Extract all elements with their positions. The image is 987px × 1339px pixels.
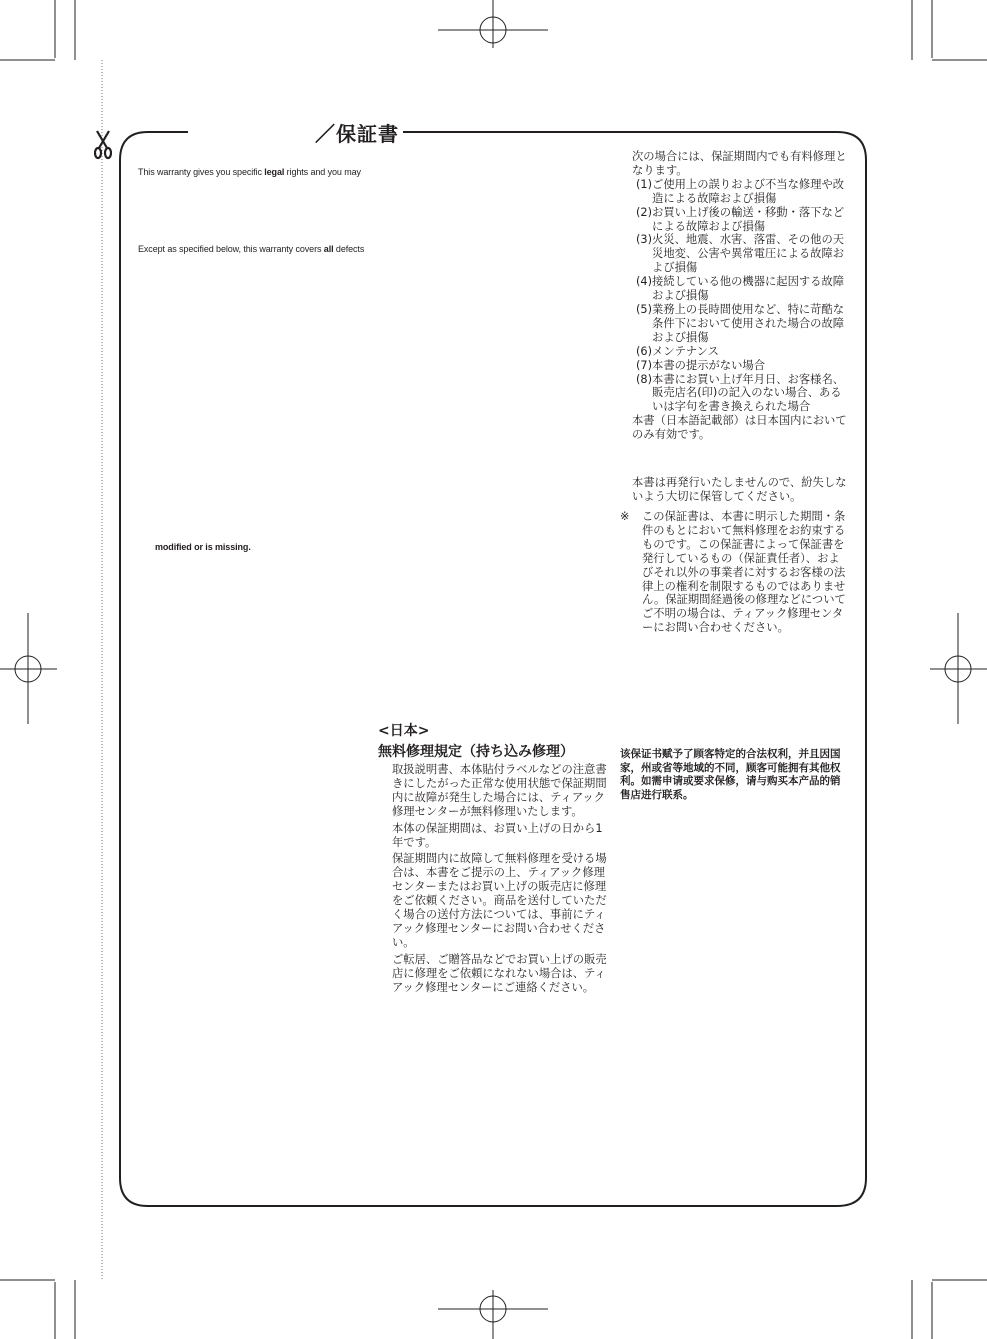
paid-repair-conditions <box>632 150 850 442</box>
item-number: (8) <box>636 372 653 386</box>
paid-repair-intro: 次の場合には、保証期間内でも有料修理となります。 <box>632 150 847 177</box>
item-number: (1) <box>636 177 653 191</box>
paid-repair-item <box>632 275 850 303</box>
item-text: ご使用上の誤りおよび不当な修理や改造による故障および損傷 <box>652 177 845 205</box>
item-text: メンテナンス <box>652 344 719 358</box>
free-repair-rules <box>392 763 608 995</box>
validity-note: 本書（日本語記載部）は日本国内においてのみ有効です。 <box>632 414 847 442</box>
item-text: 業務上の長時間使用など、特に苛酷な条件下において使用された場合の故障および損傷 <box>652 302 845 344</box>
item-text: 本書にお買い上げ年月日、お客様名、販売店名(印)の記入のない場合、あるいは字句を書き換えられた場合 <box>652 372 845 414</box>
paid-repair-item <box>632 233 850 275</box>
note-text: この保証書は、本書に明示した期間・条件のもとにおいて無料修理をお約束するものです。この保証書によって保証書を発行しているもの（保証責任者）、およびそれ以外の事業者に対するお客様の法律上の権利を制限するものではありません。保証期間経過後の修理などについてご不明の場合は、ティアック修理センターにお問い合わせください。 <box>642 510 846 635</box>
item-number: (4) <box>636 275 653 289</box>
paid-repair-item <box>632 303 850 345</box>
scissors-icon <box>94 130 112 160</box>
item-number: (2) <box>636 205 653 219</box>
english-line-rights: This warranty gives you specific legal rights and you may <box>138 167 361 177</box>
paid-repair-item <box>632 206 850 234</box>
paid-repair-item <box>632 178 850 206</box>
english-line-missing: modified or is missing. <box>155 542 251 552</box>
free-repair-heading: 無料修理規定（持ち込み修理） <box>378 744 574 760</box>
country-label: <日本> <box>378 723 430 739</box>
chinese-warranty-notice: 该保证书赋予了顾客特定的合法权利，并且因国家，州或省等地域的不同，顾客可能拥有其他权利。如需申请或要求保修，请与购买本产品的销售店进行联系。 <box>620 748 841 801</box>
item-number: (7) <box>636 358 653 372</box>
item-number: (6) <box>636 344 653 358</box>
item-text: お買い上げ後の輸送・移動・落下などによる故障および損傷 <box>652 205 845 233</box>
paid-repair-item <box>632 373 850 415</box>
item-text: 接続している他の機器に起因する故障および損傷 <box>652 275 845 303</box>
item-text: 本書の提示がない場合 <box>652 358 765 372</box>
rule-paragraph-4: ご転居、ご贈答品などでお買い上げの販売店に修理をご依頼になれない場合は、ティアック修理センターにご連絡ください。 <box>392 952 607 994</box>
paid-repair-item <box>632 345 850 359</box>
rule-paragraph-2: 本体の保証期間は、お買い上げの日から1年です。 <box>392 821 603 849</box>
page-title: ／保証書 <box>311 118 403 147</box>
rule-paragraph-1: 取扱説明書、本体貼付ラベルなどの注意書きにしたがった正常な使用状態で保証期間内に故障が発生した場合には、ティアック修理センターが無料修理いたします。 <box>392 763 607 818</box>
note-mark: ※ <box>620 510 630 523</box>
paid-repair-list <box>632 178 850 414</box>
item-text: 火災、地震、水害、落雷、その他の天災地変、公害や異常電圧による故障および損傷 <box>652 233 845 275</box>
item-number: (5) <box>636 302 653 316</box>
item-number: (3) <box>636 233 653 247</box>
warranty-disclaimer <box>620 510 850 635</box>
reissue-note: 本書は再発行いたしませんので、紛失しないよう大切に保管してください。 <box>632 476 847 503</box>
rule-paragraph-3: 保証期間内に故障して無料修理を受ける場合は、本書をご提示の上、ティアック修理センターまたはお買い上げの販売店に修理をご依頼ください。商品を送付していただく場合の送付方法については、事前にティアック修理センターにお問い合わせください。 <box>392 852 607 949</box>
paid-repair-item <box>632 359 850 373</box>
english-line-defects: Except as specified below, this warranty covers all defects <box>138 244 365 254</box>
